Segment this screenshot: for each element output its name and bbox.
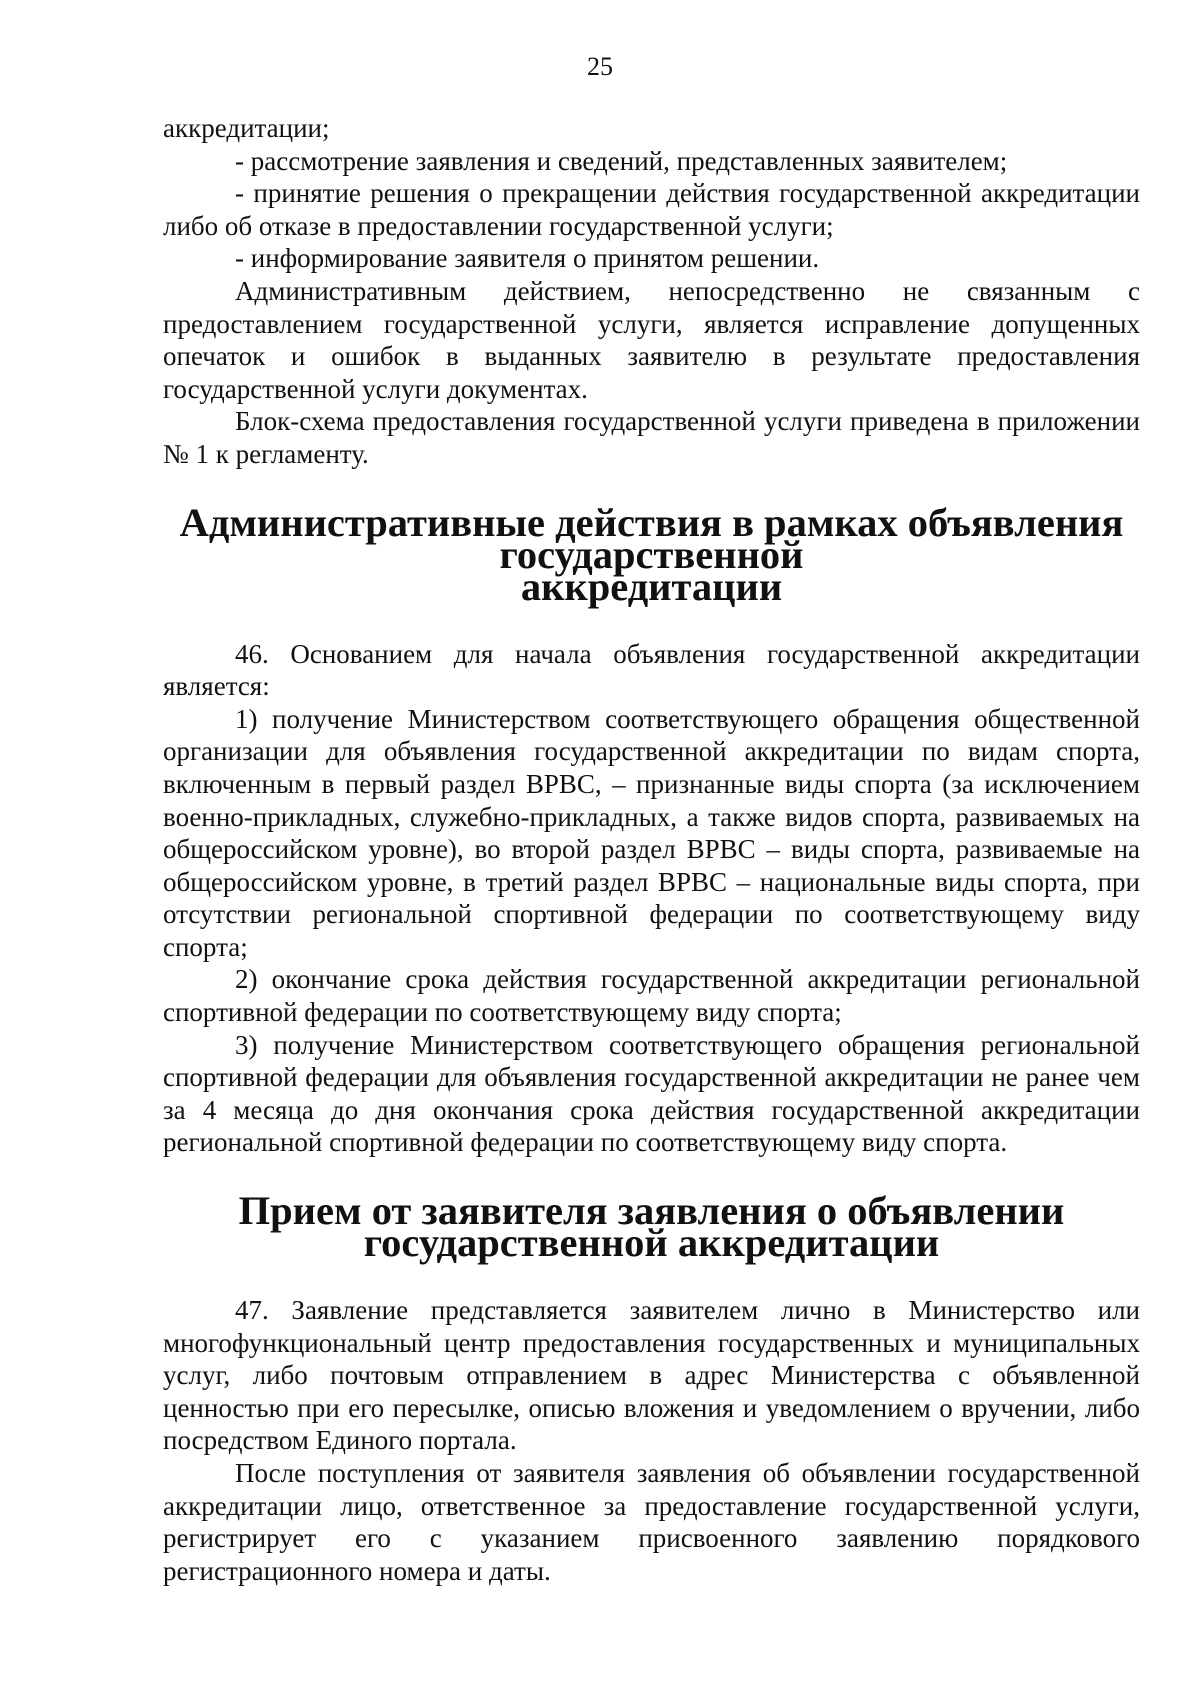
paragraph-flowchart-ref: Блок-схема предоставления государственной услуги приведена в приложении № 1 к регламенту. (163, 406, 1140, 469)
clause-46-item-2: 2) окончание срока действия государственной аккредитации региональной спортивной федерации по соответствующему виду спорта; (163, 964, 1140, 1028)
paragraph-continuation: аккредитации; (163, 113, 330, 143)
paragraph-admin-action: Административным действием, непосредственно не связанным с предоставлением государственной услуги, является исправление допущенных опечаток и ошибок в выданных заявителю в результате предоставления государственной услуги документах. (163, 275, 1140, 404)
document-body (163, 112, 1140, 1587)
list-item-review: - рассмотрение заявления и сведений, представленных заявителем; (235, 145, 1008, 176)
page-number: 25 (587, 52, 613, 81)
clause-46: 46. Основанием для начала объявления государственной аккредитации является: (163, 638, 1140, 702)
list-item-inform: - информирование заявителя о принятом решении. (235, 243, 820, 274)
clause-47: 47. Заявление представляется заявителем лично в Министерство или многофункциональный центр предоставления государственных и муниципальных услуг, либо почтовым отправлением в адрес Министерства с объявленной ценностью при его пересылке, описью вложения и уведомлением о вручении, либо посредством Единого портала. (163, 1295, 1140, 1456)
section-heading-line: Прием от заявителя заявления о объявлении (238, 1188, 1065, 1234)
section-heading-announcement (163, 499, 1140, 609)
section-heading-application (163, 1188, 1140, 1266)
clause-46-item-3: 3) получение Министерством соответствующего обращения региональной спортивной федерации для объявления государственной аккредитации не ранее чем за 4 месяца до дня окончания срока действия государственной аккредитации региональной спортивной федерации по соответствующему виду спорта. (163, 1029, 1140, 1158)
section-heading-line: Административные действия в рамках объявления государственной (179, 499, 1124, 577)
section-heading-line: аккредитации (520, 563, 783, 609)
section-heading-line: государственной аккредитации (363, 1220, 940, 1266)
paragraph-registration: После поступления от заявителя заявления об объявлении государственной аккредитации лицо, ответственное за предоставление государственной услуги, регистрирует его с указанием присвоенного заявлению порядкового регистрационного номера и даты. (163, 1458, 1140, 1586)
list-item-decision: - принятие решения о прекращении действия государственной аккредитации либо об отказе в предоставлении государственной услуги; (163, 178, 1140, 241)
clause-46-item-1: 1) получение Министерством соответствующего обращения общественной организации для объявления государственной аккредитации по видам спорта, включенным в первый раздел ВРВС, – признанные виды спорта (за исключением военно-прикладных, служебно-прикладных, а также видов спорта, развиваемых на общероссийском уровне), во второй раздел ВРВС – виды спорта, развиваемые на общероссийском уровне, в третий раздел ВРВС – национальные виды спорта, при отсутствии региональной спортивной федерации по соответствующему виду спорта; (163, 703, 1140, 962)
